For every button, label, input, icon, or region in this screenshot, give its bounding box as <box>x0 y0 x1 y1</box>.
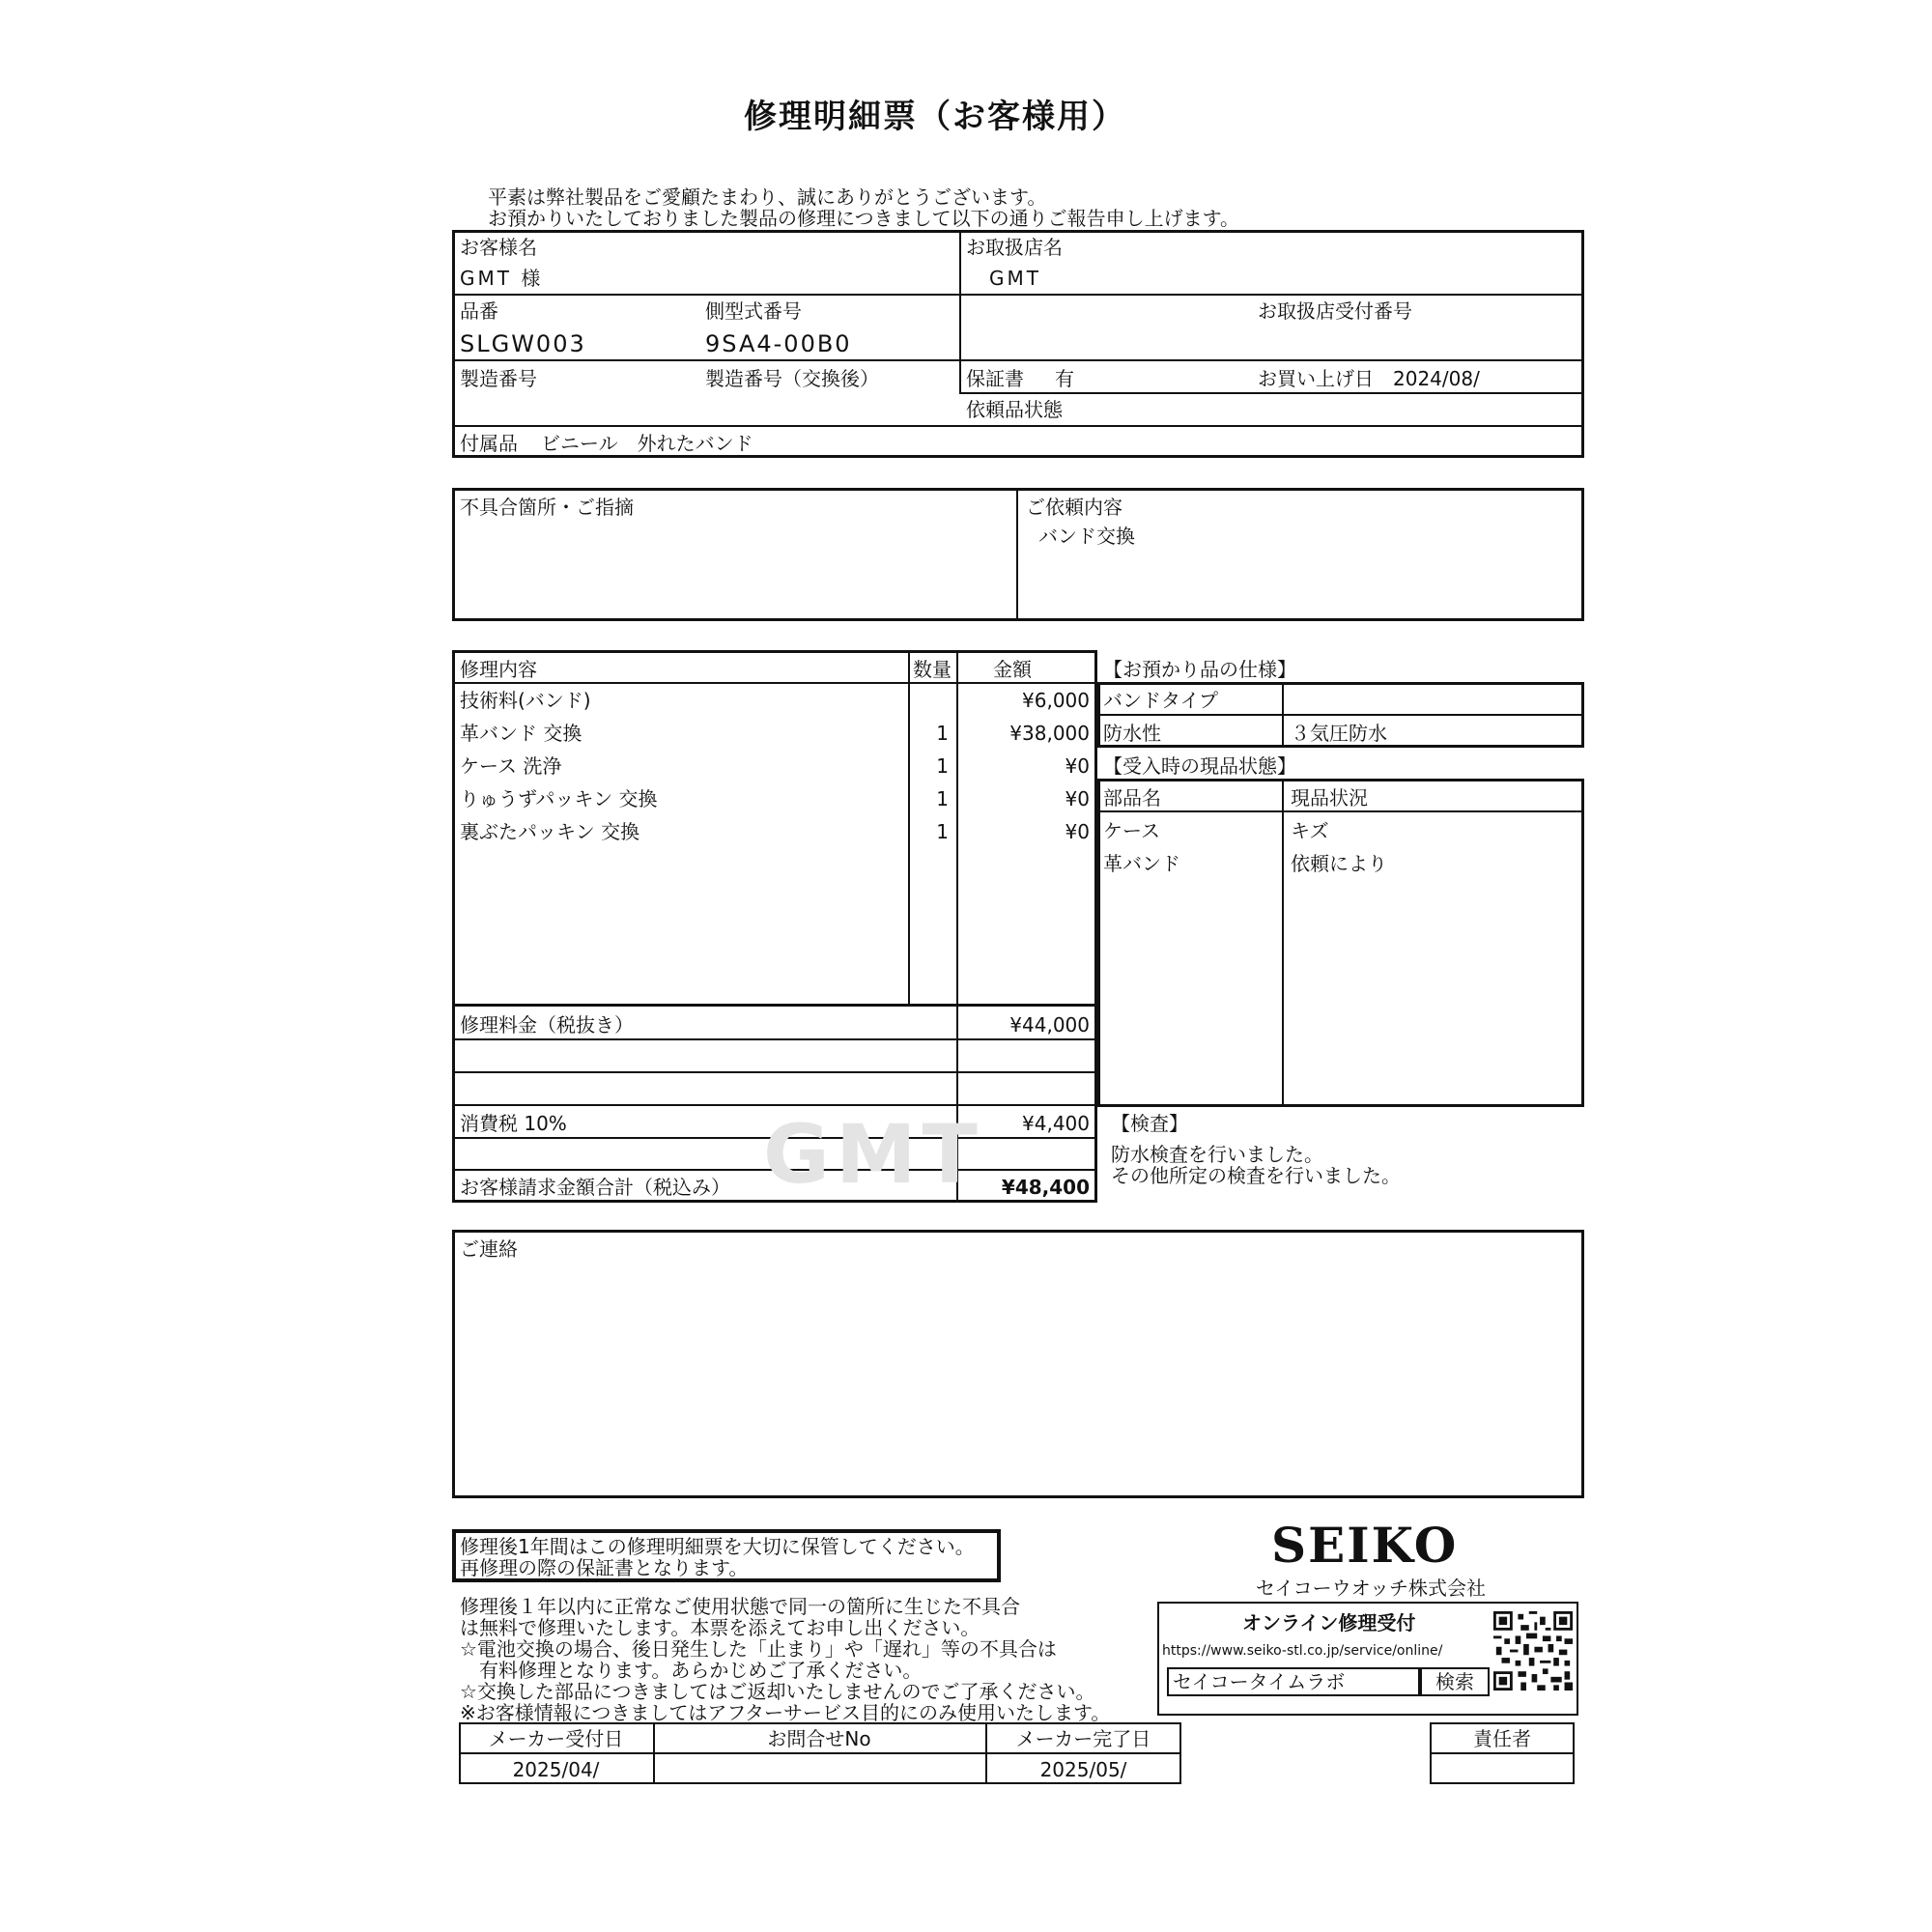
customer-name-value: GMT 様 <box>460 267 544 290</box>
water-label: 防水性 <box>1103 722 1161 745</box>
maker-complete-label: メーカー完了日 <box>1015 1727 1151 1750</box>
received-part-header: 部品名 <box>1103 786 1161 810</box>
accessories-label: 付属品 <box>460 432 518 455</box>
water-value: ３気圧防水 <box>1291 722 1387 745</box>
purchase-label: お買い上げ日 <box>1258 367 1374 390</box>
defect-label: 不具合箇所・ご指摘 <box>460 496 634 519</box>
band-type-label: バンドタイプ <box>1103 689 1218 712</box>
watermark-logo: GMT <box>763 1107 983 1202</box>
accessories-value: ビニール 外れたバンド <box>541 432 753 455</box>
note-line: は無料で修理いたします。本票を添えてお申し出ください。 <box>460 1616 980 1639</box>
note-line: 有料修理となります。あらかじめご了承ください。 <box>460 1659 923 1682</box>
intro-line-1: 平素は弊社製品をご愛顧たまわり、誠にありがとうございます。 <box>488 185 1047 209</box>
online-repair-title: オンライン修理受付 <box>1242 1611 1416 1634</box>
maker-complete-value: 2025/05/ <box>1039 1758 1127 1781</box>
contact-label: ご連絡 <box>460 1237 518 1261</box>
inspection-line-2: その他所定の検査を行いました。 <box>1111 1164 1401 1187</box>
table-row-status: 依頼により <box>1291 852 1387 875</box>
table-row-item: 革バンド 交換 <box>460 722 582 745</box>
subtotal-value: ¥44,000 <box>1009 1013 1090 1037</box>
company-name: セイコーウオッチ株式会社 <box>1256 1577 1486 1600</box>
received-heading: 【受入時の現品状態】 <box>1103 754 1296 778</box>
tax-label: 消費税 10% <box>460 1112 567 1135</box>
table-row-qty: 1 <box>936 754 949 778</box>
repair-header-amount: 金額 <box>993 658 1032 681</box>
customer-info-box <box>452 230 1584 458</box>
inspection-line-1: 防水検査を行いました。 <box>1111 1143 1323 1166</box>
serial-label: 製造番号 <box>460 367 537 390</box>
page-title: 修理明細票（お客様用） <box>744 98 1126 136</box>
online-repair-url[interactable]: https://www.seiko-stl.co.jp/service/online/ <box>1162 1643 1443 1659</box>
notice-line-2: 再修理の際の保証書となります。 <box>460 1556 749 1579</box>
table-row-amount: ¥0 <box>1065 820 1090 843</box>
warranty-label: 保証書 <box>966 367 1024 390</box>
notice-line-1: 修理後1年間はこの修理明細票を大切に保管してください。 <box>460 1535 975 1558</box>
case-no-value: 9SA4-00B0 <box>705 330 852 357</box>
search-input-text: セイコータイムラボ <box>1173 1670 1346 1693</box>
table-row-qty: 1 <box>936 820 949 843</box>
condition-label: 依頼品状態 <box>966 398 1063 421</box>
table-row-qty: 1 <box>936 787 949 810</box>
table-row-status: キズ <box>1291 819 1329 842</box>
contact-box <box>452 1230 1584 1498</box>
seiko-logo: SEIKO <box>1271 1517 1459 1574</box>
received-table <box>1097 779 1584 1107</box>
maker-receipt-label: メーカー受付日 <box>488 1727 624 1750</box>
subtotal-label: 修理料金（税抜き） <box>460 1013 634 1037</box>
table-row-part: ケース <box>1103 819 1160 842</box>
note-line: ☆電池交換の場合、後日発生した「止まり」や「遅れ」等の不具合は <box>460 1637 1057 1661</box>
intro-line-2: お預かりいたしておりました製品の修理につきまして以下の通りご報告申し上げます。 <box>488 207 1239 230</box>
part-no-value: SLGW003 <box>460 330 586 357</box>
part-no-label: 品番 <box>460 299 498 323</box>
table-row-amount: ¥0 <box>1065 787 1090 810</box>
request-value: バンド交換 <box>1038 525 1135 548</box>
store-receipt-label: お取扱店受付番号 <box>1258 299 1412 323</box>
tax-value: ¥4,400 <box>1022 1112 1090 1135</box>
table-row-part: 革バンド <box>1103 852 1180 875</box>
repair-header-item: 修理内容 <box>460 658 537 681</box>
note-line: 修理後１年以内に正常なご使用状態で同一の箇所に生じた不具合 <box>460 1595 1020 1618</box>
customer-name-label: お客様名 <box>460 236 537 259</box>
search-button-label: 検索 <box>1435 1670 1474 1693</box>
responsible-label: 責任者 <box>1473 1727 1531 1750</box>
total-label: お客様請求金額合計（税込み） <box>460 1176 730 1199</box>
table-row-amount: ¥0 <box>1065 754 1090 778</box>
request-label: ご依頼内容 <box>1026 496 1122 519</box>
received-status-header: 現品状況 <box>1291 786 1368 810</box>
table-row-amount: ¥38,000 <box>1009 722 1090 745</box>
note-line: ※お客様情報につきましてはアフターサービス目的にのみ使用いたします。 <box>460 1701 1111 1724</box>
case-no-label: 側型式番号 <box>705 299 802 323</box>
repair-header-qty: 数量 <box>913 658 952 681</box>
qr-code-icon[interactable] <box>1493 1611 1573 1690</box>
note-line: ☆交換した部品につきましてはご返却いたしませんのでご了承ください。 <box>460 1680 1095 1703</box>
specs-heading: 【お預かり品の仕様】 <box>1103 658 1296 681</box>
inquiry-label: お問合せNo <box>767 1727 871 1750</box>
table-row-item: 裏ぶたパッキン 交換 <box>460 820 640 843</box>
purchase-value: 2024/08/ <box>1393 367 1480 390</box>
table-row-item: ケース 洗浄 <box>460 754 562 778</box>
table-row-item: りゅうずパッキン 交換 <box>460 787 658 810</box>
warranty-value: 有 <box>1055 367 1074 390</box>
table-row-amount: ¥6,000 <box>1022 689 1090 712</box>
inspection-heading: 【検査】 <box>1111 1112 1188 1135</box>
maker-receipt-value: 2025/04/ <box>512 1758 600 1781</box>
total-value: ¥48,400 <box>1001 1176 1090 1199</box>
table-row-item: 技術料(バンド) <box>460 689 591 712</box>
store-label: お取扱店名 <box>966 236 1063 259</box>
serial-after-label: 製造番号（交換後） <box>705 367 879 390</box>
table-row-qty: 1 <box>936 722 949 745</box>
store-value: GMT <box>989 267 1041 290</box>
